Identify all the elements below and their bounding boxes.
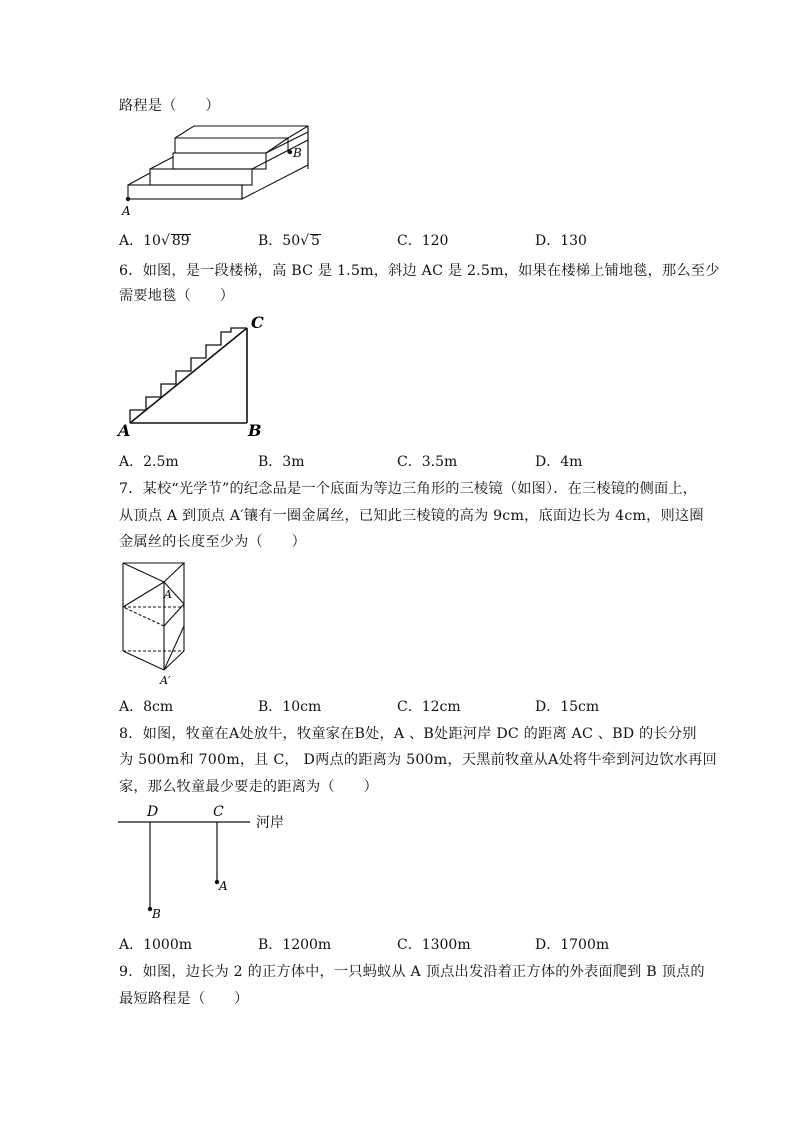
q5-option-a: A．10√ 89 — [119, 233, 190, 249]
q7-question-line3: 金属丝的长度至少为（ ） — [119, 534, 307, 550]
q6-question-line2: 需要地毯（ ） — [119, 288, 235, 304]
q7-question-line2: 从顶点 A 到顶点 A′镶有一圈金属丝，已知此三棱镜的高为 9cm，底面边长为 4cm，则这圈 — [119, 508, 704, 524]
q8-label-a: A — [219, 879, 228, 893]
q7-label-a-prime: A′ — [160, 674, 171, 687]
q8-question-line3: 家，那么牧童最少要走的距离为（ ） — [119, 779, 378, 795]
q6-option-b: B．3m — [258, 454, 305, 470]
q5-label-b: B — [293, 146, 302, 160]
q7-option-d: D．15cm — [535, 699, 600, 715]
q8-option-c: C．1300m — [397, 937, 471, 953]
q5-option-d: D．130 — [535, 233, 587, 249]
q8-question-line1: 8．如图，牧童在A处放牛，牧童家在B处，A 、B处距河岸 DC 的距离 AC 、BD 的长分别 — [119, 726, 697, 742]
q6-staircase-figure — [116, 312, 276, 442]
q6-label-c: C — [251, 313, 264, 332]
q7-question-line1: 7．某校“光学节”的纪念品是一个底面为等边三角形的三棱镜（如图）．在三棱镜的侧面上， — [119, 481, 698, 497]
q5-point-b — [288, 150, 292, 154]
q8-question-line2: 为 500m和 700m，且 C， D两点的距离为 500m，天黑前牧童从A处将牛牵到河边饮水再回 — [119, 752, 717, 768]
q6-option-d: D．4m — [535, 454, 583, 470]
q7-option-c: C．12cm — [397, 699, 461, 715]
q9-question-line1: 9．如图，边长为 2 的正方体中，一只蚂蚁从 A 顶点出发沿着正方体的外表面爬到 B 顶点的 — [119, 964, 705, 980]
q8-label-b: B — [152, 907, 161, 921]
q5-question-tail: 路程是（ ） — [119, 98, 220, 114]
q9-question-line2: 最短路程是（ ） — [119, 991, 249, 1007]
q8-label-d: D — [147, 804, 159, 820]
q6-question-line1: 6．如图，是一段楼梯，高 BC 是 1.5m，斜边 AC 是 2.5m，如果在楼梯上铺地毯，那么至少 — [119, 263, 720, 279]
q7-option-a: A．8cm — [119, 699, 174, 715]
q5-option-a-radicand: 89 — [171, 233, 190, 249]
q5-label-a: A — [122, 204, 131, 218]
q6-option-a: A．2.5m — [119, 454, 179, 470]
q7-option-b: B．10cm — [258, 699, 322, 715]
q8-label-c: C — [213, 804, 224, 820]
q6-label-b: B — [248, 421, 262, 440]
q8-river-figure — [118, 800, 308, 925]
q8-option-b: B．1200m — [258, 937, 332, 953]
q7-label-a: A — [164, 588, 172, 601]
q6-option-c: C．3.5m — [397, 454, 458, 470]
q8-option-a: A．1000m — [119, 937, 193, 953]
q7-prism-figure — [118, 558, 198, 688]
q5-option-b-radicand: 5 — [311, 233, 320, 249]
q8-label-river: 河岸 — [256, 815, 284, 831]
q5-point-a — [126, 197, 130, 201]
q6-label-a: A — [118, 421, 131, 440]
q5-option-c: C．120 — [397, 233, 449, 249]
q5-option-b: B．50√ 5 — [258, 233, 320, 249]
q5-staircase-figure — [118, 122, 318, 220]
q8-option-d: D．1700m — [535, 937, 610, 953]
